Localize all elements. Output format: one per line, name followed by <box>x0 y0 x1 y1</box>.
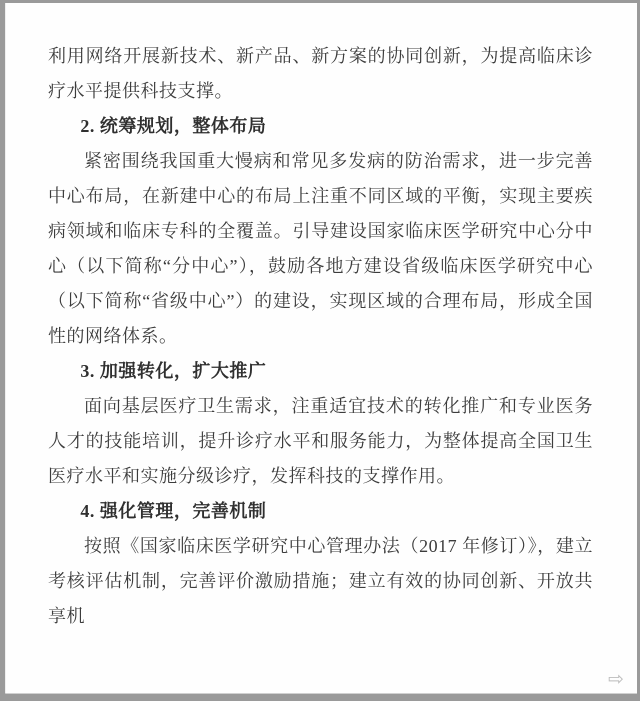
paragraph-continued: 利用网络开展新技术、新产品、新方案的协同创新，为提高临床诊疗水平提供科技支撑。 <box>48 46 593 101</box>
paragraph: 面向基层医疗卫生需求，注重适宜技术的转化推广和专业医务人才的技能培训，提升诊疗水平和服务能力，为整体提高全国卫生医疗水平和实施分级诊疗，发挥科技的支撑作用。 <box>48 396 593 486</box>
paragraph: 按照《国家临床医学研究中心管理办法（2017 年修订）》，建立考核评估机制，完善评价激励措施；建立有效的协同创新、开放共享机 <box>48 536 593 626</box>
next-page-arrow-icon[interactable]: ⇨ <box>608 668 624 690</box>
document-page <box>5 3 637 694</box>
section-heading: 2. 统筹规划，整体布局 <box>80 116 267 136</box>
section-heading: 3. 加强转化，扩大推广 <box>80 361 267 381</box>
section-heading: 4. 强化管理，完善机制 <box>80 501 267 521</box>
document-content <box>5 3 637 634</box>
paragraph: 紧密围绕我国重大慢病和常见多发病的防治需求，进一步完善中心布局，在新建中心的布局上注重不同区域的平衡，实现主要疾病领域和临床专科的全覆盖。引导建设国家临床医学研究中心分中心（以下简称“分中心”），鼓励各地方建设省级临床医学研究中心（以下简称“省级中心”）的建设，实现区域的合理布局，形成全国性的网络体系。 <box>48 151 593 346</box>
